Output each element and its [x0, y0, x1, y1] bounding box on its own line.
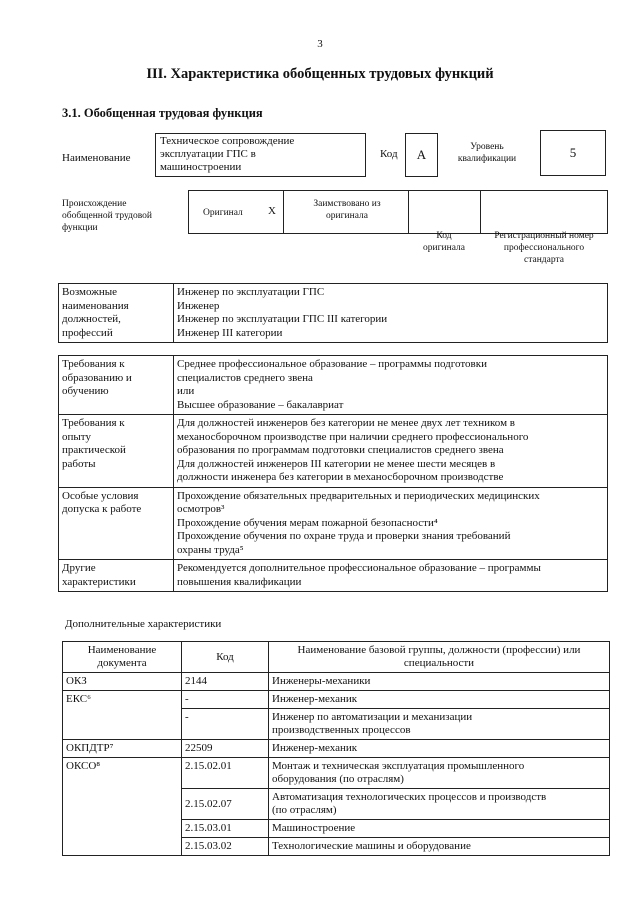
- row-name-line: Машиностроение: [272, 822, 356, 834]
- row-name-line: Инженеры-механики: [272, 675, 371, 687]
- level-label: [450, 141, 524, 165]
- borrowed-label: [288, 198, 406, 222]
- row-name: [269, 838, 610, 856]
- code-value: А: [405, 133, 438, 177]
- section-title: III. Характеристика обобщенных трудовых функций: [146, 66, 494, 82]
- header-name: [269, 642, 610, 673]
- position-item: Инженер по эксплуатации ГПС: [177, 286, 325, 298]
- requirement-label-line: допуска к работе: [62, 503, 142, 515]
- requirement-label-line: характеристики: [62, 575, 136, 588]
- requirement-row-other: [59, 560, 608, 592]
- row-code: 2.15.03.02: [182, 838, 269, 856]
- requirement-label-cell: [59, 415, 174, 488]
- origin-divider: [408, 190, 409, 234]
- requirement-label-line: Особые условия: [62, 489, 139, 502]
- row-name: [269, 820, 610, 838]
- row-doc: ЕКС⁶: [63, 691, 182, 740]
- requirements-table: [58, 355, 608, 592]
- page-number: 3: [317, 38, 323, 50]
- requirement-label-line: обучению: [62, 385, 109, 397]
- additional-header-row: [63, 642, 610, 673]
- additional-table: [62, 641, 610, 856]
- positions-label-line: должностей,: [62, 313, 121, 325]
- requirement-label-line: практической: [62, 444, 126, 456]
- row-name-line: Технологические машины и оборудование: [272, 840, 471, 852]
- name-value-line: машиностроении: [160, 161, 242, 173]
- requirement-value-line: специалистов среднего звена: [177, 371, 313, 384]
- position-item: Инженер III категории: [177, 326, 283, 339]
- level-label-line: Уровень: [470, 142, 504, 152]
- requirement-label-line: опыту: [62, 430, 91, 443]
- level-value: 5: [540, 130, 606, 176]
- requirement-value-line: охраны труда⁵: [177, 543, 244, 556]
- position-item: Инженер: [177, 299, 220, 312]
- requirement-row-education: [59, 356, 608, 415]
- positions-label-cell: [59, 284, 174, 343]
- requirement-value-cell: [174, 415, 608, 488]
- requirement-value-line: Для должностей инженеров III категории не менее шести месяцев в: [177, 457, 496, 470]
- row-name: [269, 740, 610, 758]
- name-label: Наименование: [62, 152, 131, 164]
- row-code: 2.15.02.07: [182, 789, 269, 820]
- requirement-value-line: механосборочном производстве при наличии среднего профессионального: [177, 430, 529, 443]
- origin-label-line: обобщенной трудовой: [62, 211, 152, 221]
- reg-number-label: [482, 230, 606, 266]
- row-code: -: [182, 691, 269, 709]
- reg-number-line: профессионального: [503, 243, 585, 253]
- reg-number-line: Регистрационный номер: [494, 231, 594, 241]
- header-name-line: Наименование базовой группы, должности (профессии) или: [297, 644, 581, 656]
- row-doc: ОКПДТР⁷: [63, 740, 182, 758]
- row-code: 22509: [182, 740, 269, 758]
- code-original-line: оригинала: [423, 243, 465, 253]
- row-name: [269, 673, 610, 691]
- row-code: 2144: [182, 673, 269, 691]
- requirement-value-line: осмотров³: [177, 503, 225, 515]
- origin-label-line: Происхождение: [62, 199, 127, 209]
- requirement-value-cell: [174, 487, 608, 560]
- name-value-line: Техническое сопровождение: [160, 135, 295, 147]
- requirement-value-line: Прохождение обязательных предварительных и периодических медицинских: [177, 489, 540, 502]
- positions-label-line: профессий: [62, 326, 113, 339]
- header-doc-line: документа: [97, 657, 147, 669]
- row-name-line: (по отраслям): [272, 804, 337, 816]
- origin-label-line: функции: [62, 223, 98, 233]
- requirement-row-experience: [59, 415, 608, 488]
- row-doc: ОКСО⁸: [63, 758, 182, 856]
- requirement-label-line: работы: [62, 457, 96, 470]
- origin-divider: [480, 190, 481, 234]
- additional-title: Дополнительные характеристики: [65, 618, 222, 630]
- requirement-value-line: должности инженера без категории в механосборочном производстве: [177, 471, 504, 483]
- table-row: [63, 673, 610, 691]
- row-code: 2.15.02.01: [182, 758, 269, 789]
- requirement-label-cell: [59, 560, 174, 592]
- requirement-value-line: или: [177, 385, 195, 397]
- borrowed-label-line: оригинала: [326, 211, 368, 221]
- requirement-value-line: образования по программам подготовки специалистов среднего звена: [177, 444, 504, 456]
- code-original-line: Код: [436, 231, 452, 241]
- borrowed-label-line: Заимствовано из: [313, 199, 381, 209]
- requirement-label-cell: [59, 487, 174, 560]
- row-name: [269, 709, 610, 740]
- requirement-label-line: Требования к: [62, 358, 125, 370]
- row-name: [269, 789, 610, 820]
- row-name-line: производственных процессов: [272, 724, 411, 736]
- subsection-title: 3.1. Обобщенная трудовая функция: [62, 106, 263, 120]
- original-label: Оригинал: [203, 208, 243, 218]
- row-name: [269, 758, 610, 789]
- original-mark: X: [268, 205, 276, 217]
- requirement-value-line: Для должностей инженеров без категории не менее двух лет техником в: [177, 417, 515, 429]
- header-code: Код: [182, 642, 269, 673]
- positions-row: [59, 284, 608, 343]
- header-doc-line: Наименование: [87, 644, 157, 656]
- positions-label-line: Возможные: [62, 286, 117, 298]
- requirement-label-line: Требования к: [62, 417, 125, 429]
- row-name-line: Инженер-механик: [272, 693, 358, 705]
- requirement-row-special-conditions: [59, 487, 608, 560]
- level-label-line: квалификации: [457, 154, 517, 164]
- row-name-line: Инженер по автоматизации и механизации: [272, 711, 473, 723]
- requirement-value-line: Прохождение обучения мерам пожарной безопасности⁴: [177, 516, 438, 529]
- row-name-line: оборудования (по отраслям): [272, 773, 404, 785]
- origin-divider: [283, 190, 284, 234]
- positions-table: [58, 283, 608, 343]
- requirement-value-cell: [174, 356, 608, 415]
- requirement-value-cell: [174, 560, 608, 592]
- row-name-line: Инженер-механик: [272, 742, 358, 754]
- origin-label: [62, 198, 152, 234]
- header-doc: [63, 642, 182, 673]
- requirement-value-line: повышения квалификации: [177, 575, 302, 588]
- requirement-value-line: Среднее профессиональное образование – программы подготовки: [177, 358, 487, 370]
- row-code: 2.15.03.01: [182, 820, 269, 838]
- code-label: Код: [380, 148, 398, 160]
- table-row: [63, 691, 610, 709]
- requirement-value-line: Прохождение обучения по охране труда и проверки знания требований: [177, 530, 511, 542]
- requirement-label-cell: [59, 356, 174, 415]
- code-original-label: [412, 230, 476, 254]
- requirement-value-line: Высшее образование – бакалавриат: [177, 398, 344, 411]
- name-value-box: [155, 133, 366, 177]
- name-value-line: эксплуатации ГПС в: [160, 148, 256, 160]
- requirement-label-line: образованию и: [62, 371, 132, 384]
- header-name-line: специальности: [403, 657, 475, 669]
- reg-number-line: стандарта: [524, 255, 564, 265]
- row-doc: ОКЗ: [63, 673, 182, 691]
- requirement-value-line: Рекомендуется дополнительное профессиональное образование – программы: [177, 562, 541, 574]
- table-row: [63, 758, 610, 789]
- row-name-line: Монтаж и техническая эксплуатация промышленного: [272, 760, 525, 772]
- row-name-line: Автоматизация технологических процессов и производств: [272, 791, 547, 803]
- requirement-label-line: Другие: [62, 562, 96, 574]
- positions-value-cell: [174, 284, 608, 343]
- positions-label-line: наименования: [62, 299, 129, 312]
- row-code: -: [182, 709, 269, 740]
- table-row: [63, 740, 610, 758]
- row-name: [269, 691, 610, 709]
- position-item: Инженер по эксплуатации ГПС III категории: [177, 313, 388, 325]
